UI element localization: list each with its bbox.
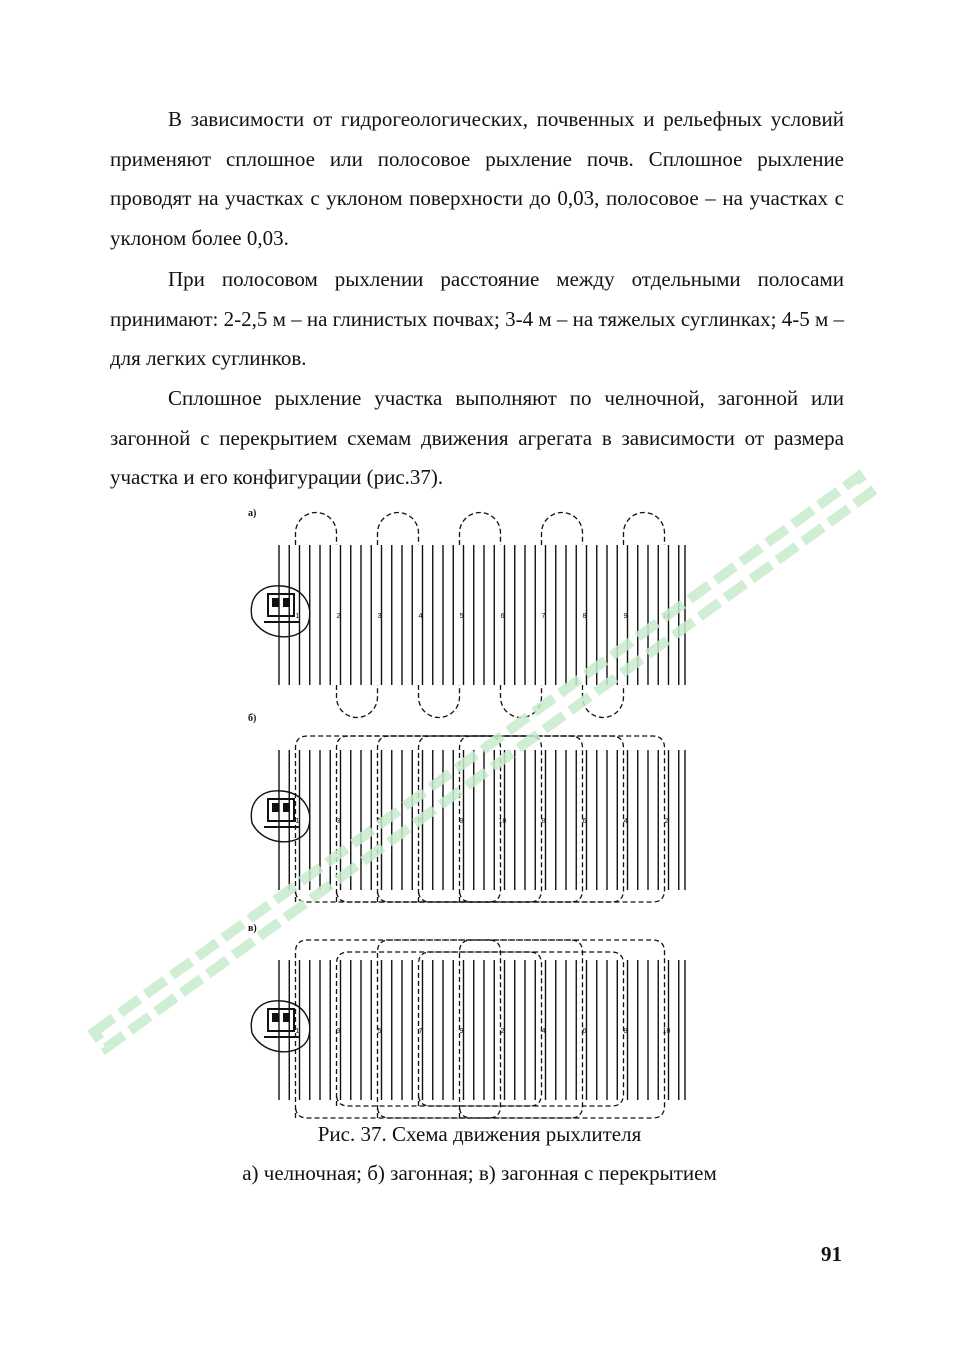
- paragraph-1: В зависимости от гидрогеологических, почвенных и рельефных условий применяют сплошное или полосовое рыхление почв. Сплошное рыхление проводят на участках с уклоном поверхности до 0,03, полосовое – на участках с уклоном более 0,03.: [110, 107, 844, 250]
- strip-number: 8: [623, 1028, 628, 1035]
- strip-number: 6: [582, 1028, 587, 1035]
- strip-number: 5: [459, 613, 464, 620]
- tractor-window: [272, 598, 279, 607]
- panel-label: б): [248, 713, 257, 724]
- strip-number: 2: [336, 613, 341, 620]
- strip-number: 10: [662, 1028, 671, 1035]
- tractor-window: [272, 803, 279, 812]
- turn-loop: [378, 513, 419, 545]
- strip-number: 4: [418, 613, 423, 620]
- tractor-window: [283, 598, 290, 607]
- strip-number: 6: [582, 818, 587, 825]
- strip-number: 7: [541, 613, 546, 620]
- turn-loop: [542, 513, 583, 546]
- turn-loop: [624, 513, 665, 546]
- strip-number: 9: [459, 818, 464, 825]
- enclosure-loop: [337, 736, 542, 902]
- strip-number: 6: [500, 613, 505, 620]
- strip-number: 10: [498, 818, 507, 825]
- strip-number: 7: [418, 1028, 423, 1035]
- panel-enclosure-scheme: [248, 713, 685, 902]
- strip-number: 1: [295, 1028, 300, 1035]
- tractor-window: [283, 803, 290, 812]
- strip-number: 4: [623, 818, 628, 825]
- strip-number: 9: [459, 1028, 464, 1035]
- strip-number: 1: [295, 818, 300, 825]
- strip-number: 3: [336, 1028, 341, 1035]
- figure-caption-subtitle: а) челночная; б) загонная; в) загонная с перекрытием: [242, 1161, 717, 1185]
- strip-number: 3: [377, 613, 382, 620]
- enclosure-loop: [460, 940, 665, 1118]
- enclosure-loop: [460, 736, 665, 902]
- turn-loop: [337, 685, 378, 718]
- strip-number: 5: [377, 818, 382, 825]
- paragraph-3: Сплошное рыхление участка выполняют по челночной, загонной или загонной с перекрытием схемам движения агрегата в зависимости от размера участка и его конфигурации (рис.37).: [110, 386, 844, 490]
- strip-number: 2: [664, 818, 669, 825]
- tractor-cab: [268, 594, 294, 616]
- strip-number: 1: [295, 613, 300, 620]
- tractor-window: [272, 1013, 279, 1022]
- strip-number: 10: [662, 613, 671, 620]
- paragraph-2: При полосовом рыхлении расстояние между отдельными полосами принимают: 2-2,5 м – на глинистых почвах; 3-4 м – на тяжелых суглинках; 4-5 м – для легких суглинков.: [110, 267, 844, 371]
- panel-label: а): [248, 508, 257, 519]
- turn-loop: [501, 685, 542, 718]
- page-number: 91: [821, 1242, 842, 1266]
- tractor-cab: [268, 799, 294, 821]
- turn-loop: [583, 685, 624, 717]
- figure-caption-title: Рис. 37. Схема движения рыхлителя: [317, 1122, 642, 1146]
- strip-number: 8: [541, 818, 546, 825]
- enclosure-loop: [296, 940, 501, 1118]
- enclosure-loop: [378, 940, 583, 1118]
- panel-label: в): [248, 923, 257, 934]
- turn-loop: [419, 685, 460, 718]
- enclosure-loop: [419, 952, 624, 1106]
- enclosure-loop: [296, 736, 501, 902]
- strip-number: 7: [418, 818, 423, 825]
- enclosure-loop: [419, 736, 624, 902]
- enclosure-loop: [337, 952, 542, 1106]
- panel-shuttle-scheme: [248, 508, 685, 718]
- strip-number: 4: [541, 1028, 546, 1035]
- tractor-window: [283, 1013, 290, 1022]
- panel-enclosure-overlap-scheme: [248, 923, 685, 1118]
- turn-loop: [296, 513, 337, 546]
- strip-number: 2: [500, 1028, 505, 1035]
- enclosure-loop: [378, 736, 583, 902]
- strip-number: 9: [623, 613, 628, 620]
- strip-number: 8: [582, 613, 587, 620]
- strip-number: 3: [336, 818, 341, 825]
- turn-loop: [460, 513, 501, 546]
- loosener-movement-diagram: [240, 500, 710, 1120]
- strip-number: 5: [377, 1028, 382, 1035]
- tractor-cab: [268, 1009, 294, 1031]
